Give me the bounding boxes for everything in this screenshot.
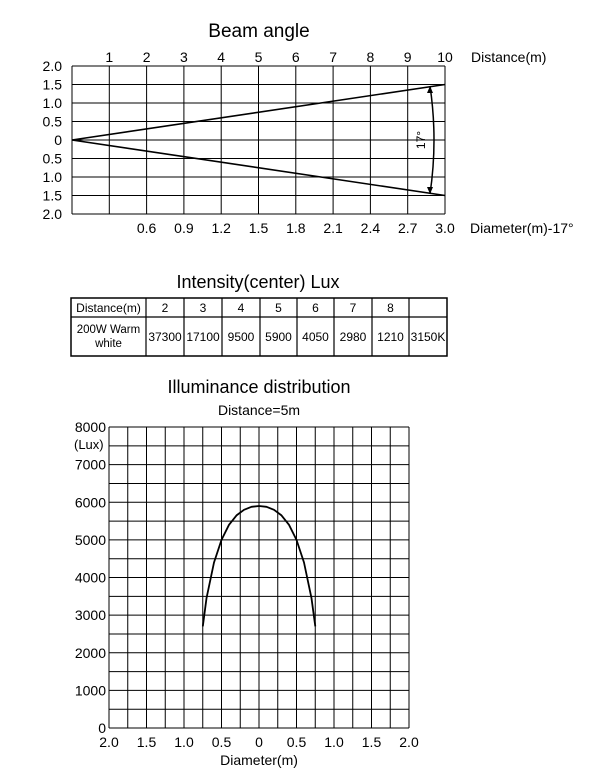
table-header-cell: 7 [349,301,357,315]
illum-y-ticks [75,419,106,736]
intensity-table-section [71,272,447,356]
beam-diameter-tick: 0.9 [174,220,194,236]
beam-diameter-tick: 1.2 [211,220,231,236]
beam-diameter-tick: 2.1 [323,220,343,236]
beam-distance-tick: 7 [329,49,337,65]
beam-chart-title: Beam angle [208,21,310,42]
table-header-cell: 3 [199,301,207,315]
beam-distance-tick: 8 [366,49,375,65]
illum-y-tick: 2000 [74,644,106,661]
table-title: Intensity(center) Lux [176,272,340,292]
table-header-cell: 2 [161,301,169,315]
beam-angle-chart [43,21,574,236]
illum-x-tick: 2.0 [99,734,119,750]
table-value-cell: 5900 [265,330,292,344]
beam-diameter-tick: 2.7 [397,220,418,236]
beam-diameter-label: Diameter(m)-17° [470,220,574,236]
illum-x-tick: 1.5 [136,734,157,750]
table-row-label-line: white [95,338,122,350]
table-value-cell: 4050 [302,330,329,344]
beam-diameter-tick: 0.6 [136,220,157,236]
beam-height-tick: 0.5 [42,113,62,130]
beam-grid [72,66,445,214]
beam-height-tick: 1.0 [42,169,62,185]
beam-distance-tick: 4 [217,49,226,65]
beam-diameter-tick: 2.4 [360,220,381,236]
beam-height-tick: 0.5 [42,150,62,167]
beam-diameter-tick: 3.0 [435,220,455,236]
intensity-table [71,298,447,356]
illum-x-label: Diameter(m) [220,752,298,768]
beam-height-tick: 1.5 [42,76,62,93]
beam-height-tick: 0 [54,132,62,148]
illum-grid [109,427,409,728]
beam-height-ticks [43,58,63,222]
beam-angle-label: 17° [414,130,428,150]
illum-y-tick: 6000 [74,494,106,511]
beam-distance-tick: 6 [291,49,300,65]
table-header-cell: 5 [275,301,282,315]
illum-y-tick: 8000 [74,419,106,435]
beam-height-tick: 1.5 [42,187,62,204]
illum-y-tick: 5000 [74,531,106,548]
illum-chart-subtitle: Distance=5m [217,402,301,418]
illum-y-tick: 7000 [74,456,106,473]
beam-distance-tick: 1 [105,49,114,65]
illum-x-tick: 1.0 [174,734,194,750]
illum-x-tick: 1.5 [361,734,382,750]
beam-height-tick: 2.0 [42,58,62,74]
beam-diameter-tick: 1.5 [248,220,269,236]
beam-diameter-tick: 1.8 [286,220,306,236]
table-header-cell: 4 [237,301,245,315]
beam-height-tick: 1.0 [42,95,62,111]
illum-y-tick: 1000 [74,682,106,699]
table-header-cell: 6 [312,301,319,315]
illum-x-tick: 0.5 [286,734,307,750]
beam-distance-label: Distance(m) [471,49,547,65]
illum-y-tick: 3000 [74,607,106,624]
illum-x-tick: 1.0 [324,734,344,750]
table-row-label-line: 200W Warm [76,324,141,336]
table-value-cell: 17100 [186,330,220,344]
beam-diameter-ticks [137,220,455,236]
illum-chart-title: Illuminance distribution [167,377,351,397]
table-value-cell: 37300 [148,330,182,344]
illum-x-tick: 0.5 [211,734,232,750]
beam-distance-tick: 3 [180,49,188,65]
beam-distance-tick: 10 [437,49,453,65]
beam-distance-tick: 9 [403,49,412,65]
table-value-cell: 2980 [339,330,367,344]
illum-x-tick: 2.0 [399,734,419,750]
illum-y-tick: 4000 [74,569,106,586]
illum-y-tick: 0 [98,720,106,736]
illum-x-tick: 0 [255,734,263,750]
table-value-cell: 3150K [410,330,446,344]
beam-distance-ticks [105,49,453,65]
illum-x-ticks [99,734,419,750]
table-header-label: Distance(m) [76,301,141,315]
table-header-cell: 8 [387,301,394,315]
table-value-cell: 1210 [377,330,404,344]
beam-height-tick: 2.0 [42,206,62,222]
illuminance-chart [74,377,419,768]
table-value-cell: 9500 [227,330,255,344]
table-row-label [77,324,140,350]
illum-unit-label: (Lux) [74,437,104,452]
beam-distance-tick: 5 [254,49,263,65]
beam-distance-tick: 2 [142,49,151,65]
